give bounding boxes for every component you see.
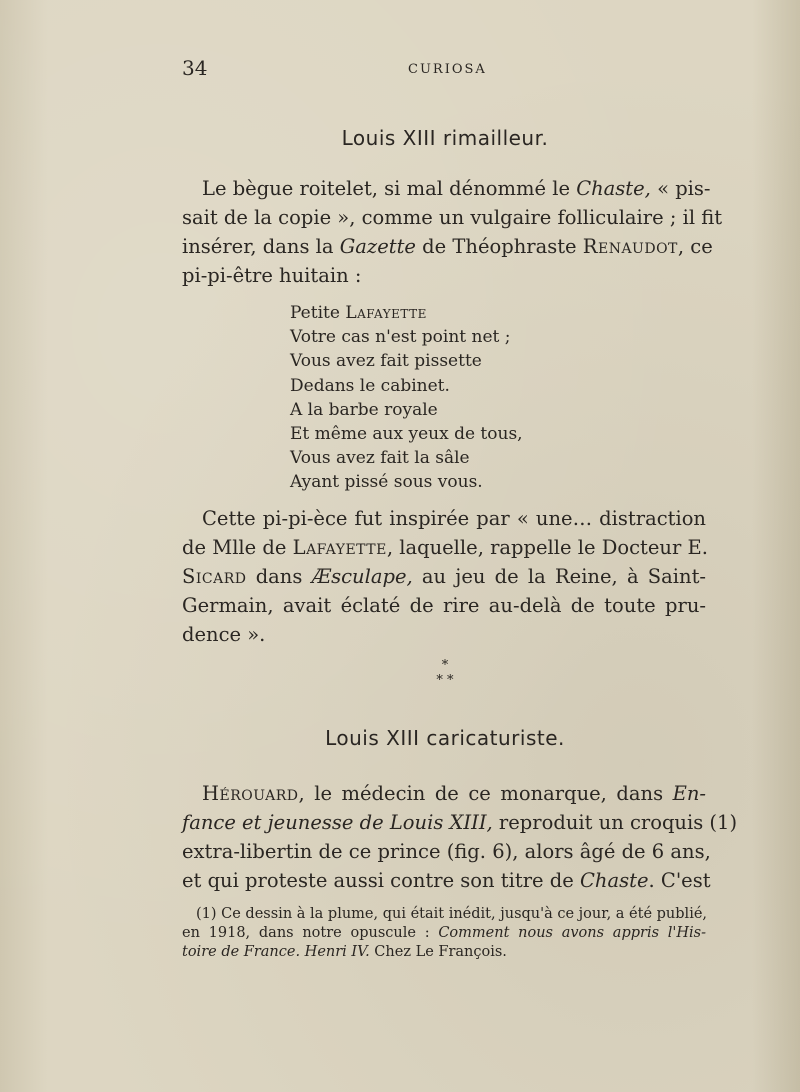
verse-line: Votre cas n'est point net ; <box>290 327 511 348</box>
text-line: Sicard dans Æsculape, au jeu de la Reine, à Saint- <box>182 565 706 588</box>
verse-line: Ayant pissé sous vous. <box>290 472 483 493</box>
text-line: Le bègue roitelet, si mal dénommé le Chaste, « pis- <box>202 177 711 200</box>
text-line: Cette pi-pi-èce fut inspirée par « une… distraction <box>202 507 706 530</box>
text-line: pi-pi-être huitain : <box>182 264 362 287</box>
verse-line: Dedans le cabinet. <box>290 375 450 396</box>
section-title-rimailleur: Louis XIII rimailleur. <box>341 126 549 150</box>
asterism-separator <box>0 658 800 688</box>
footnote-line: (1) Ce dessin à la plume, qui était inédit, jusqu'à ce jour, a été publié, <box>196 906 708 922</box>
text-line: Hérouard, le médecin de ce monarque, dans En- <box>202 782 706 805</box>
paragraph-intro <box>182 174 723 290</box>
text-line: fance et jeunesse de Louis XIII, reproduit un croquis (1) <box>182 811 738 834</box>
verse-line: A la barbe royale <box>290 399 438 420</box>
text-line: dence ». <box>182 623 266 646</box>
page-number: 34 <box>182 56 208 80</box>
running-title: CURIOSA <box>408 62 487 77</box>
verse-line: Et même aux yeux de tous, <box>290 424 523 445</box>
text-line: insérer, dans la Gazette de Théophraste Renaudot, ce <box>182 235 713 258</box>
running-head <box>0 56 800 86</box>
paragraph-commentary <box>182 504 706 649</box>
asterism-top: * <box>441 658 449 673</box>
verse-line: Vous avez fait la sâle <box>290 448 470 469</box>
paragraph-herouard <box>182 779 738 895</box>
text-line: de Mlle de Lafayette, laquelle, rappelle le Docteur E. <box>182 536 708 559</box>
verse-line: Vous avez fait pissette <box>290 351 482 372</box>
verse-poem <box>290 301 523 495</box>
text-line: et qui proteste aussi contre son titre de Chaste. C'est <box>182 869 711 892</box>
verse-line: Petite Lafayette <box>290 303 427 323</box>
section-title-caricaturiste: Louis XIII caricaturiste. <box>325 726 565 750</box>
footnote-line: en 1918, dans notre opuscule : Comment nous avons appris l'His- <box>182 925 707 941</box>
text-line: Germain, avait éclaté de rire au-delà de toute pru- <box>182 594 706 617</box>
text-line: sait de la copie », comme un vulgaire folliculaire ; il fit <box>182 206 723 229</box>
footnote <box>182 905 706 962</box>
text-line: extra-libertin de ce prince (fig. 6), alors âgé de 6 ans, <box>182 840 711 863</box>
footnote-line: toire de France. Henri IV. Chez Le François. <box>182 944 507 960</box>
asterism-bottom: * * <box>436 673 454 688</box>
